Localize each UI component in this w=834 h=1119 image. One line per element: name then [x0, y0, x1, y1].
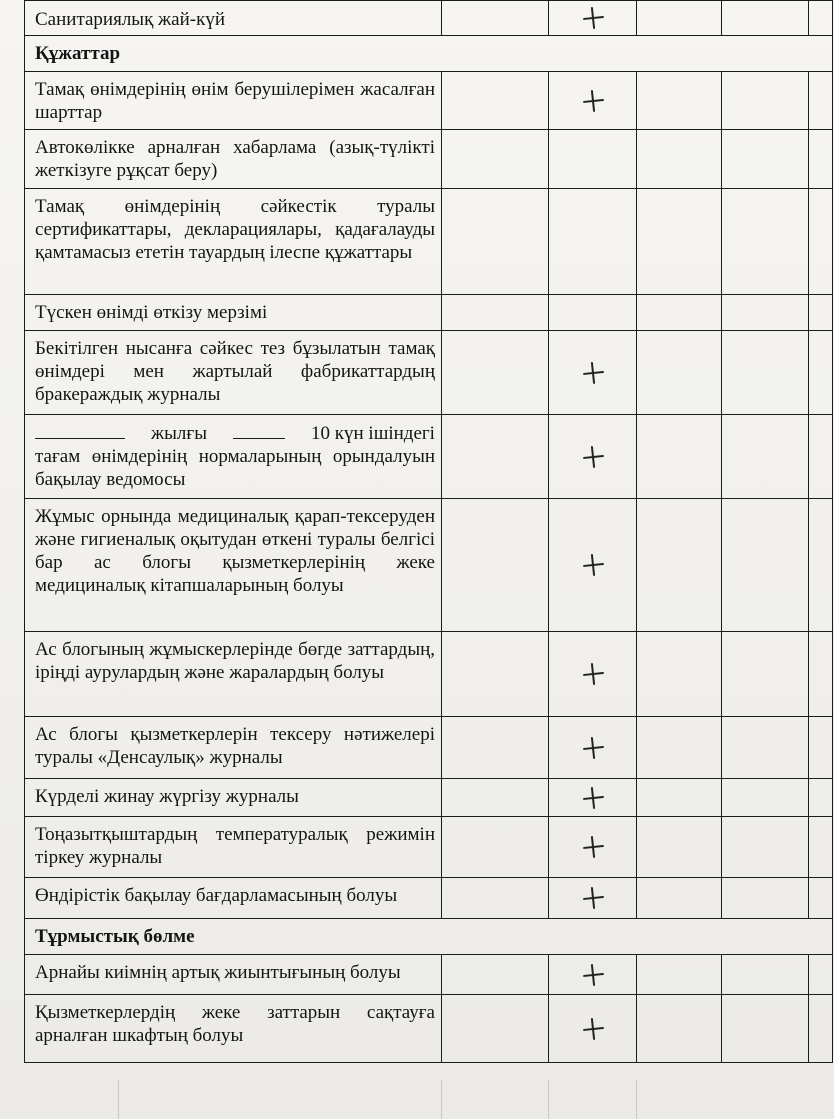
empty-cell [442, 295, 549, 331]
criterion-cell: Қызметкерлердің жеке заттарын сақтауға арналған шкафтың болуы [25, 995, 442, 1063]
empty-cell [637, 817, 722, 878]
empty-cell [442, 955, 549, 995]
criterion-cell: Бекітілген нысанға сәйкес тез бұзылатын тамақ өнімдері мен жартылай фабрикаттардың бракераждық журналы [25, 331, 442, 415]
table-row [25, 1, 833, 36]
plus-mark [580, 360, 604, 384]
mark-cell [549, 331, 637, 415]
blank-line [35, 421, 125, 439]
table-row [25, 717, 833, 779]
plus-mark [580, 886, 604, 910]
mark-cell [549, 817, 637, 878]
faint-rule [548, 1080, 549, 1119]
empty-cell [809, 499, 833, 632]
empty-cell [442, 779, 549, 817]
table-row [25, 779, 833, 817]
empty-cell [442, 72, 549, 130]
plus-mark [580, 962, 604, 986]
empty-cell [809, 130, 833, 189]
empty-cell [722, 955, 809, 995]
mark-cell [549, 717, 637, 779]
mark-cell [549, 995, 637, 1063]
empty-cell [722, 632, 809, 717]
table-row [25, 878, 833, 919]
empty-cell [722, 499, 809, 632]
empty-cell [637, 189, 722, 295]
section-heading: Құжаттар [25, 36, 833, 72]
blank-line [233, 421, 285, 439]
plus-mark [580, 444, 604, 468]
criterion-cell: Тамақ өнімдерінің сәйкестік туралы сертификаттары, декларациялары, қадағалауды қамтамасыз ететін тауардың ілеспе құжаттары [25, 189, 442, 295]
empty-cell [637, 331, 722, 415]
section-row [25, 919, 833, 955]
criterion-cell: Ас блогы қызметкерлерін тексеру нәтижелері туралы «Денсаулық» журналы [25, 717, 442, 779]
criterion-cell: Күрделі жинау жүргізу журналы [25, 779, 442, 817]
empty-cell [637, 72, 722, 130]
inspection-checklist-table [24, 0, 833, 1063]
empty-cell [442, 817, 549, 878]
empty-cell [722, 1, 809, 36]
empty-cell [722, 295, 809, 331]
empty-cell [442, 632, 549, 717]
empty-cell [442, 499, 549, 632]
empty-cell [637, 878, 722, 919]
empty-cell [809, 717, 833, 779]
mark-cell [549, 779, 637, 817]
page-bottom-margin [0, 1080, 834, 1119]
empty-cell [442, 878, 549, 919]
table-row [25, 415, 833, 499]
empty-cell [637, 717, 722, 779]
mark-cell [549, 955, 637, 995]
empty-cell [637, 995, 722, 1063]
criterion-cell: Жұмыс орнында медициналық қарап-тексеруден және гигиеналық оқытудан өткені туралы белгісі бар ас блогы қызметкерлерінің жеке медициналық кітапшаларының болуы [25, 499, 442, 632]
empty-cell [637, 1, 722, 36]
empty-cell [637, 415, 722, 499]
empty-cell [809, 1, 833, 36]
table-row [25, 499, 833, 632]
empty-cell [809, 72, 833, 130]
table-row [25, 995, 833, 1063]
table-row [25, 189, 833, 295]
plus-mark [580, 662, 604, 686]
empty-cell [809, 779, 833, 817]
plus-mark [580, 785, 604, 809]
criterion-cell: Тоңазытқыштардың температуралық режимін тіркеу журналы [25, 817, 442, 878]
criterion-word: жылғы [151, 423, 207, 444]
plus-mark [580, 88, 604, 112]
empty-cell [442, 189, 549, 295]
criterion-first-line [35, 421, 435, 445]
criterion-cell: Өндірістік бақылау бағдарламасының болуы [25, 878, 442, 919]
table-row [25, 955, 833, 995]
empty-cell [637, 130, 722, 189]
empty-cell [722, 189, 809, 295]
faint-rule [441, 1080, 442, 1119]
empty-cell [442, 995, 549, 1063]
table-row [25, 295, 833, 331]
empty-cell [637, 955, 722, 995]
empty-cell [809, 878, 833, 919]
empty-cell [442, 415, 549, 499]
mark-cell [549, 415, 637, 499]
empty-cell [442, 331, 549, 415]
mark-cell [549, 632, 637, 717]
empty-cell [549, 189, 637, 295]
empty-cell [442, 130, 549, 189]
empty-cell [722, 817, 809, 878]
empty-cell [637, 499, 722, 632]
empty-cell [722, 779, 809, 817]
table-row [25, 632, 833, 717]
table-row [25, 72, 833, 130]
empty-cell [722, 878, 809, 919]
faint-rule [118, 1080, 119, 1119]
empty-cell [722, 995, 809, 1063]
plus-mark [580, 553, 604, 577]
plus-mark [580, 6, 604, 30]
criterion-cell: Ас блогының жұмыскерлерінде бөгде заттардың, іріңді аурулардың және жаралардың болуы [25, 632, 442, 717]
criterion-cell: Түскен өнімді өткізу мерзімі [25, 295, 442, 331]
mark-cell [549, 878, 637, 919]
empty-cell [809, 189, 833, 295]
faint-rule [636, 1080, 637, 1119]
empty-cell [722, 72, 809, 130]
empty-cell [722, 717, 809, 779]
criterion-cell: Тамақ өнімдерінің өнім берушілерімен жасалған шарттар [25, 72, 442, 130]
plus-mark [580, 735, 604, 759]
plus-mark [580, 835, 604, 859]
criterion-cell: Санитариялық жай-күй [25, 1, 442, 36]
empty-cell [809, 995, 833, 1063]
plus-mark [580, 1016, 604, 1040]
mark-cell [549, 499, 637, 632]
empty-cell [637, 295, 722, 331]
table-row [25, 130, 833, 189]
criterion-cell: Автокөлікке арналған хабарлама (азық-түлікті жеткізуге рұқсат беру) [25, 130, 442, 189]
empty-cell [809, 331, 833, 415]
section-heading: Тұрмыстық бөлме [25, 919, 833, 955]
empty-cell [549, 295, 637, 331]
criterion-cell: Арнайы киімнің артық жиынтығының болуы [25, 955, 442, 995]
empty-cell [809, 817, 833, 878]
mark-cell [549, 72, 637, 130]
empty-cell [637, 779, 722, 817]
empty-cell [809, 632, 833, 717]
table-row [25, 331, 833, 415]
empty-cell [442, 1, 549, 36]
empty-cell [722, 331, 809, 415]
empty-cell [809, 415, 833, 499]
mark-cell [549, 1, 637, 36]
criterion-word: 10 күн ішіндегі [311, 423, 435, 444]
empty-cell [809, 295, 833, 331]
empty-cell [722, 130, 809, 189]
empty-cell [637, 632, 722, 717]
criterion-cell [25, 415, 442, 499]
empty-cell [809, 955, 833, 995]
table-row [25, 817, 833, 878]
section-row [25, 36, 833, 72]
empty-cell [549, 130, 637, 189]
criterion-text: тағам өнімдерінің нормаларының орындалуын бақылау ведомосы [35, 446, 435, 490]
empty-cell [442, 717, 549, 779]
empty-cell [722, 415, 809, 499]
